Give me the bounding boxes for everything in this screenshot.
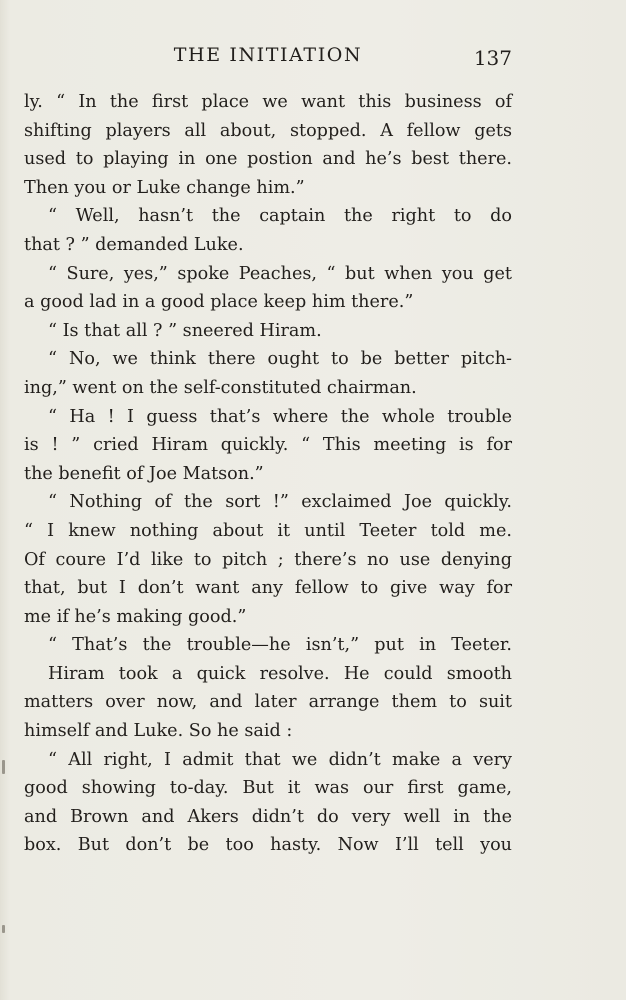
text-line: “ That’s the trouble—he isn’t,” put in Teeter.	[48, 635, 512, 656]
running-head	[24, 44, 512, 74]
text-line: “ Ha ! I guess that’s where the whole trouble	[48, 406, 512, 427]
page-number: 137	[473, 46, 512, 70]
text-line: that, but I don’t want any fellow to give way for	[24, 578, 512, 599]
running-head-title: THE INITIATION	[173, 44, 363, 66]
text-line: Then you or Luke change him.”	[24, 177, 305, 198]
text-line: Of coure I’d like to pitch ; there’s no use denying	[24, 549, 512, 570]
text-line: matters over now, and later arrange them to suit	[24, 692, 512, 713]
text-line: used to playing in one postion and he’s best there.	[24, 149, 512, 170]
page-edge-mark	[2, 760, 5, 774]
page-edge-mark	[2, 925, 5, 933]
text-line: “ Is that all ? ” sneered Hiram.	[48, 320, 322, 341]
text-line: is ! ” cried Hiram quickly. “ This meeting is for	[24, 435, 512, 456]
text-line: Hiram took a quick resolve. He could smooth	[48, 663, 512, 684]
text-line: me if he’s making good.”	[24, 606, 247, 627]
body-text	[24, 88, 512, 860]
text-line: “ All right, I admit that we didn’t make a very	[48, 749, 512, 770]
text-line: and Brown and Akers didn’t do very well in the	[24, 806, 512, 827]
text-line: a good lad in a good place keep him there.”	[24, 292, 414, 313]
text-line: ly. “ In the first place we want this business of	[24, 92, 512, 112]
text-line: box. But don’t be too hasty. Now I’ll tell you	[24, 835, 512, 856]
text-line: “ No, we think there ought to be better pitch-	[48, 349, 512, 370]
text-line: good showing to-day. But it was our first game,	[24, 778, 512, 799]
text-line: shifting players all about, stopped. A fellow gets	[24, 120, 512, 141]
text-line: “ I knew nothing about it until Teeter told me.	[24, 520, 512, 541]
text-line: the benefit of Joe Matson.”	[24, 463, 264, 484]
text-line: ing,” went on the self-constituted chairman.	[24, 377, 417, 398]
text-line: that ? ” demanded Luke.	[24, 234, 244, 255]
text-line: “ Well, hasn’t the captain the right to do	[48, 206, 512, 227]
text-line: “ Sure, yes,” spoke Peaches, “ but when you get	[48, 263, 512, 284]
text-line: “ Nothing of the sort !” exclaimed Joe quickly.	[48, 492, 512, 513]
text-line: himself and Luke. So he said :	[24, 721, 293, 742]
